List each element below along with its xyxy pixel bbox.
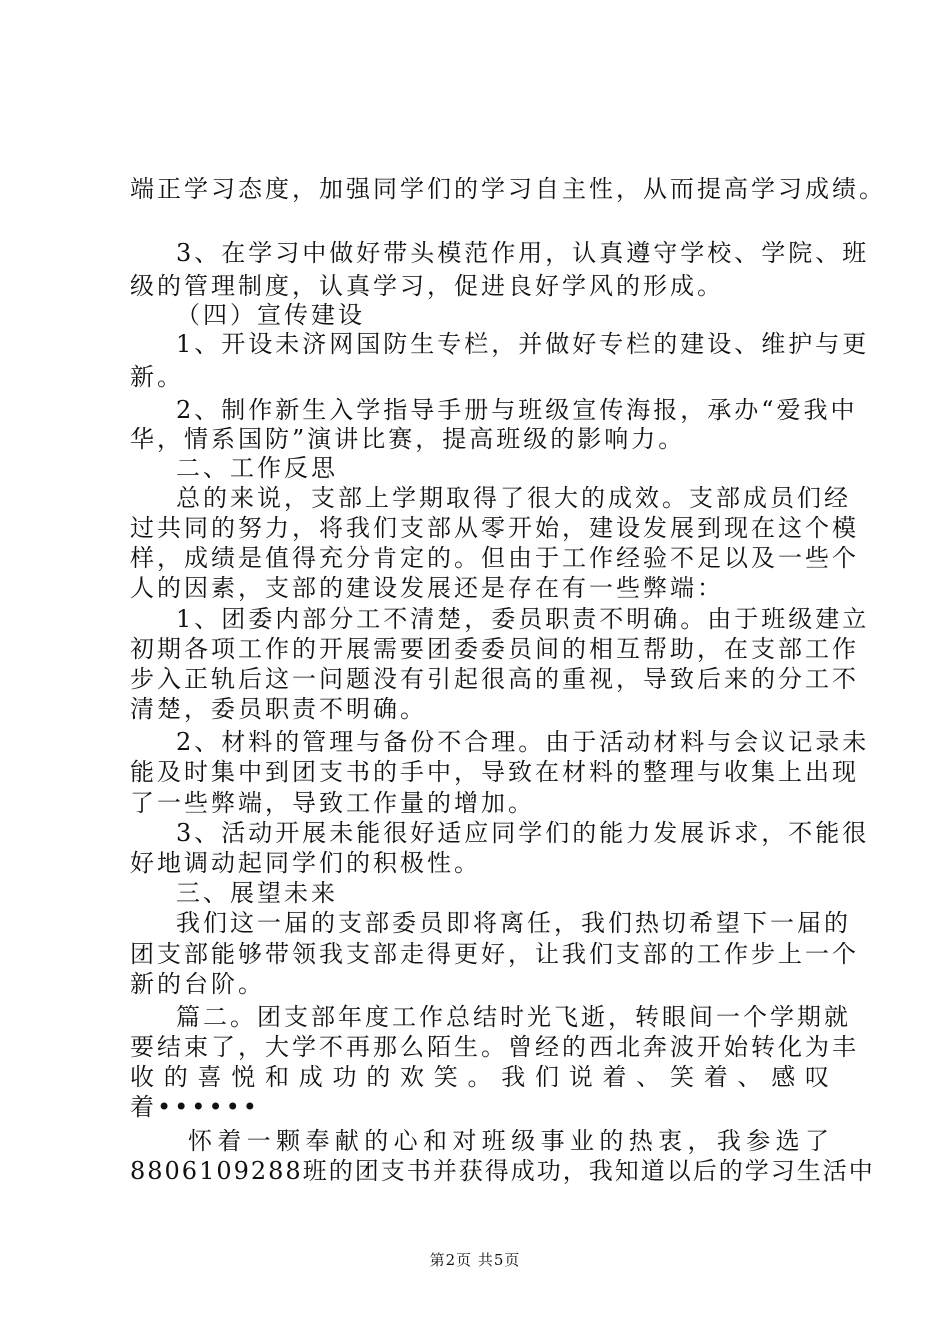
paragraph-line: 收的喜悦和成功的欢笑。我们说着、笑着、感叹 bbox=[130, 1063, 832, 1091]
paragraph-line: 篇二。团支部年度工作总结时光飞逝，转眼间一个学期就 bbox=[176, 1003, 851, 1031]
paragraph-line: 好地调动起同学们的积极性。 bbox=[130, 849, 481, 877]
paragraph-line: 1、团委内部分工不清楚，委员职责不明确。由于班级建立 bbox=[176, 605, 870, 633]
paragraph-line: 2、材料的管理与备份不合理。由于活动材料与会议记录未 bbox=[176, 728, 870, 756]
paragraph-line: 端正学习态度，加强同学们的学习自主性，从而提高学习成绩。 bbox=[130, 175, 886, 203]
paragraph-line: 样，成绩是值得充分肯定的。但由于工作经验不足以及一些个 bbox=[130, 544, 859, 572]
paragraph-line: 初期各项工作的开展需要团委委员间的相互帮助，在支部工作 bbox=[130, 635, 859, 663]
paragraph-line: 了一些弊端，导致工作量的增加。 bbox=[130, 789, 535, 817]
paragraph-line: 人的因素，支部的建设发展还是存在有一些弊端： bbox=[130, 574, 724, 602]
paragraph-line: 3、活动开展未能很好适应同学们的能力发展诉求，不能很 bbox=[176, 819, 870, 847]
paragraph-line: 3、在学习中做好带头模范作用，认真遵守学校、学院、班 bbox=[176, 239, 870, 267]
paragraph-line: 着•••••• bbox=[130, 1093, 260, 1121]
paragraph-line: 华，情系国防”演讲比赛，提高班级的影响力。 bbox=[130, 425, 686, 453]
paragraph-line: 要结束了，大学不再那么陌生。曾经的西北奔波开始转化为丰 bbox=[130, 1033, 859, 1061]
paragraph-line: 新的台阶。 bbox=[130, 970, 265, 998]
paragraph-line: 级的管理制度，认真学习，促进良好学风的形成。 bbox=[130, 272, 724, 300]
section-heading: 三、展望未来 bbox=[176, 879, 338, 907]
paragraph-line: 总的来说，支部上学期取得了很大的成效。支部成员们经 bbox=[176, 484, 851, 512]
paragraph-line: 能及时集中到团支书的手中，导致在材料的整理与收集上出现 bbox=[130, 758, 859, 786]
paragraph-line: 我们这一届的支部委员即将离任，我们热切希望下一届的 bbox=[176, 909, 851, 937]
paragraph-line: 清楚，委员职责不明确。 bbox=[130, 695, 427, 723]
section-heading: 二、工作反思 bbox=[176, 454, 338, 482]
paragraph-line: 团支部能够带领我支部走得更好，让我们支部的工作步上一个 bbox=[130, 940, 859, 968]
paragraph-line: 新。 bbox=[130, 363, 184, 391]
section-heading: （四）宣传建设 bbox=[176, 301, 365, 329]
paragraph-line: 1、开设未济网国防生专栏，并做好专栏的建设、维护与更 bbox=[176, 330, 870, 358]
paragraph-line: 2、制作新生入学指导手册与班级宣传海报，承办“爱我中 bbox=[176, 396, 858, 424]
paragraph-line: 怀着一颗奉献的心和对班级事业的热衷，我参选了 bbox=[188, 1127, 832, 1155]
page-number-footer: 第2页 共5页 bbox=[429, 1251, 521, 1269]
paragraph-line: 8806109288班的团支书并获得成功，我知道以后的学习生活中 bbox=[130, 1157, 875, 1185]
paragraph-line: 步入正轨后这一问题没有引起很高的重视，导致后来的分工不 bbox=[130, 665, 859, 693]
paragraph-line: 过共同的努力，将我们支部从零开始，建设发展到现在这个模 bbox=[130, 514, 859, 542]
